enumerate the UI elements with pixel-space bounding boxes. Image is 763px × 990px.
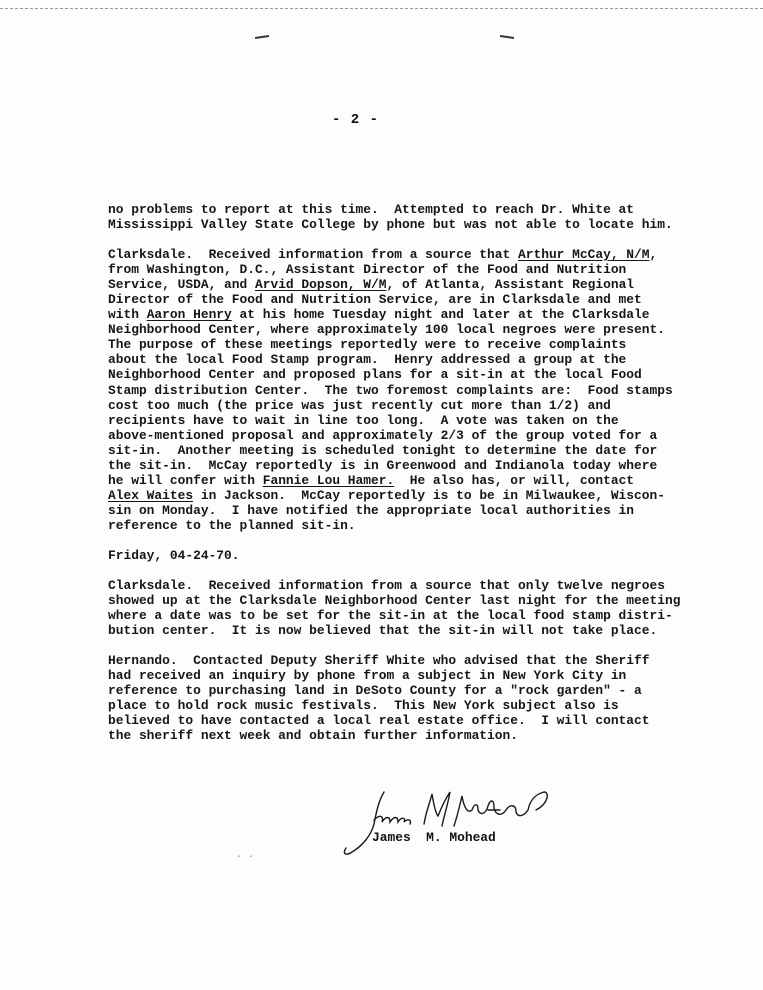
typed-signature-name: James M. Mohead <box>372 830 496 845</box>
scan-specks: · · <box>236 852 255 863</box>
text-line: had received an inquiry by phone from a subject in New York City in <box>108 668 627 684</box>
text-line: Friday, 04-24-70. <box>108 547 240 563</box>
text-line: bution center. It is now believed that the sit-in will not take place. <box>108 623 658 639</box>
paragraph-p4 <box>108 578 681 639</box>
text-line: Clarksdale. Received information from a source that Arthur McCay, N/M, <box>108 247 658 263</box>
paragraph-p2 <box>108 247 673 533</box>
paragraph-p3 <box>108 548 656 563</box>
text-line: Neighborhood Center, where approximately 100 local negroes were present. <box>108 322 665 338</box>
text-line: he will confer with Fannie Lou Hamer. He also has, or will, contact <box>108 472 635 488</box>
text-line: above-mentioned proposal and approximately 2/3 of the group voted for a <box>108 427 658 443</box>
page-number: - 2 - <box>332 112 380 128</box>
paragraph-p5 <box>108 653 656 743</box>
text-line: Hernando. Contacted Deputy Sheriff White who advised that the Sheriff <box>108 653 650 669</box>
text-line: Clarksdale. Received information from a source that only twelve negroes <box>108 578 665 594</box>
text-line: Stamp distribution Center. The two foremost complaints are: Food stamps <box>108 382 673 398</box>
text-line: sit-in. Another meeting is scheduled tonight to determine the date for <box>108 442 658 458</box>
text-line: with Aaron Henry at his home Tuesday night and later at the Clarksdale <box>108 307 650 323</box>
text-line: Neighborhood Center and proposed plans for a sit-in at the local Food <box>108 367 642 383</box>
text-line: Director of the Food and Nutrition Service, are in Clarksdale and met <box>108 292 642 308</box>
text-line: place to hold rock music festivals. This New York subject also is <box>108 698 619 714</box>
text-line: believed to have contacted a local real estate office. I will contact <box>108 713 650 729</box>
text-line: reference to the planned sit-in. <box>108 517 356 533</box>
text-line: Alex Waites in Jackson. McCay reportedly is to be in Milwaukee, Wiscon- <box>108 487 665 503</box>
page-top-edge <box>0 0 763 9</box>
text-line: sin on Monday. I have notified the appropriate local authorities in <box>108 502 635 518</box>
text-line: about the local Food Stamp program. Henry addressed a group at the <box>108 352 627 368</box>
punch-mark-left <box>255 35 269 39</box>
text-line: from Washington, D.C., Assistant Director of the Food and Nutrition <box>108 262 627 278</box>
text-line: recipients have to wait in line too long. A vote was taken on the <box>108 412 619 428</box>
text-line: Mississippi Valley State College by phone but was not able to locate him. <box>108 217 673 233</box>
text-line: where a date was to be set for the sit-in at the local food stamp distri- <box>108 608 673 624</box>
text-line: cost too much (the price was just recently cut more than 1/2) and <box>108 397 611 413</box>
punch-mark-right <box>500 35 514 39</box>
text-line: no problems to report at this time. Attempted to reach Dr. White at <box>108 202 635 217</box>
text-line: The purpose of these meetings reportedly were to receive complaints <box>108 337 627 353</box>
handwritten-signature <box>340 780 560 860</box>
text-line: Service, USDA, and Arvid Dopson, W/M, of Atlanta, Assistant Regional <box>108 277 635 293</box>
text-line: the sit-in. McCay reportedly is in Greenwood and Indianola today where <box>108 457 658 473</box>
paragraph-p1 <box>108 202 673 233</box>
text-line: reference to purchasing land in DeSoto County for a "rock garden" - a <box>108 683 642 699</box>
text-line: the sheriff next week and obtain further information. <box>108 728 518 744</box>
document-body <box>108 202 681 759</box>
text-line: showed up at the Clarksdale Neighborhood Center last night for the meeting <box>108 593 681 609</box>
